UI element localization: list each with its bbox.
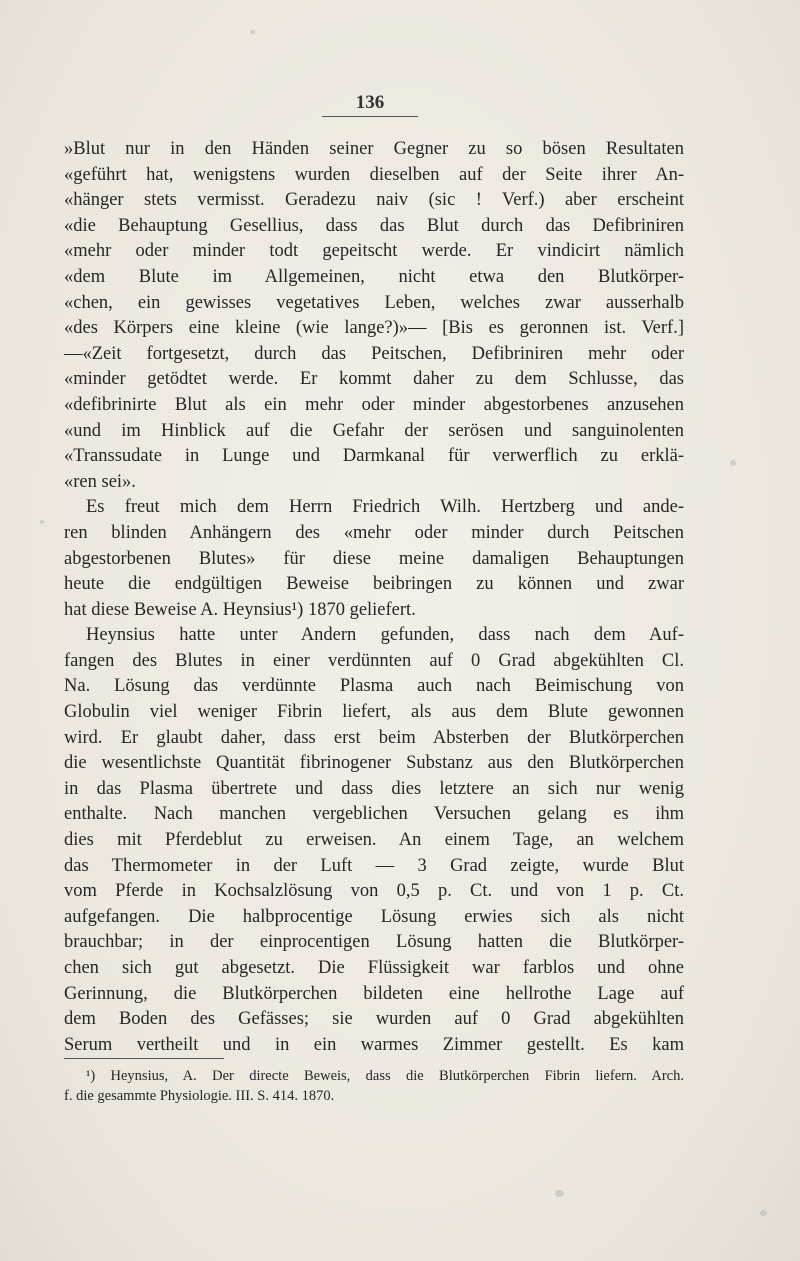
body-line: —«Zeit fortgesetzt, durch das Peitschen, Defibriniren mehr oder <box>64 343 684 364</box>
body-line: wird. Er glaubt daher, dass erst beim Absterben der Blutkörperchen <box>64 727 684 748</box>
body-line: «und im Hinblick auf die Gefahr der serösen und sanguinolenten <box>64 420 684 441</box>
body-line: »Blut nur in den Händen seiner Gegner zu so bösen Resultaten <box>64 139 684 159</box>
body-line: fangen des Blutes in einer verdünnten auf 0 Grad abgekühlten Cl. <box>64 650 684 671</box>
paper-speck <box>760 1210 767 1216</box>
body-line: heute die endgültigen Beweise beibringen zu können und zwar <box>64 574 684 595</box>
page-number: 136 <box>355 92 385 113</box>
body-line: «die Behauptung Gesellius, dass das Blut durch das Defibriniren <box>64 215 684 236</box>
body-line: Serum vertheilt und in ein warmes Zimmer gestellt. Es kam <box>64 1034 684 1055</box>
body-line: ren blinden Anhängern des «mehr oder minder durch Peitschen <box>64 522 684 543</box>
paper-speck <box>40 520 44 524</box>
body-line: hat diese Beweise A. Heynsius¹) 1870 geliefert. <box>64 599 416 620</box>
body-line: Gerinnung, die Blutkörperchen bildeten eine hellrothe Lage auf <box>64 983 684 1004</box>
body-line: vom Pferde in Kochsalzlösung von 0,5 p. Ct. und von 1 p. Ct. <box>64 881 684 902</box>
body-line: aufgefangen. Die halbprocentige Lösung erwies sich als nicht <box>64 906 684 927</box>
body-line: Es freut mich dem Herrn Friedrich Wilh. Hertzberg und ande- <box>86 497 684 518</box>
paper-speck <box>730 460 736 466</box>
body-line: «minder getödtet werde. Er kommt daher zu dem Schlusse, das <box>64 369 684 390</box>
body-line: dem Boden des Gefässes; sie wurden auf 0 Grad abgekühlten <box>64 1009 684 1030</box>
footnotes <box>64 1066 684 1106</box>
page-number-rule <box>322 116 418 117</box>
footnote-line: f. die gesammte Physiologie. III. S. 414. 1870. <box>64 1088 335 1104</box>
body-line: «mehr oder minder todt gepeitscht werde. Er vindicirt nämlich <box>64 241 684 262</box>
body-line: «Transsudate in Lunge und Darmkanal für verwerflich zu erklä- <box>64 446 684 467</box>
body-line: chen sich gut abgesetzt. Die Flüssigkeit war farblos und ohne <box>64 958 684 978</box>
body-line: «defibrinirte Blut als ein mehr oder minder abgestorbenes anzusehen <box>64 394 684 415</box>
body-line: Na. Lösung das verdünnte Plasma auch nach Beimischung von <box>64 676 684 697</box>
paper-speck <box>555 1190 564 1197</box>
body-line: «hänger stets vermisst. Geradezu naiv (sic ! Verf.) aber erscheint <box>64 190 684 211</box>
body-line: «des Körpers eine kleine (wie lange?)»— [Bis es geronnen ist. Verf.] <box>64 318 684 339</box>
body-line: «ren sei». <box>64 471 136 492</box>
body-line: enthalte. Nach manchen vergeblichen Versuchen gelang es ihm <box>64 804 684 825</box>
body-line: «dem Blute im Allgemeinen, nicht etwa den Blutkörper- <box>64 266 684 287</box>
body-line: die wesentlichste Quantität fibrinogener Substanz aus den Blutkörperchen <box>64 753 684 774</box>
body-line: Globulin viel weniger Fibrin liefert, als aus dem Blute gewonnen <box>64 702 684 723</box>
body-line: in das Plasma übertrete und dass dies letztere an sich nur wenig <box>64 778 684 799</box>
body-line: «geführt hat, wenigstens wurden dieselben auf der Seite ihrer An- <box>64 164 684 185</box>
body-line: das Thermometer in der Luft — 3 Grad zeigte, wurde Blut <box>64 855 684 876</box>
footnote-rule <box>64 1058 224 1059</box>
body-line: abgestorbenen Blutes» für diese meine damaligen Behauptungen <box>64 548 684 569</box>
body-line: «chen, ein gewisses vegetatives Leben, welches zwar ausserhalb <box>64 292 684 313</box>
body-text <box>64 137 684 1058</box>
footnote-line: ¹) Heynsius, A. Der directe Beweis, dass die Blutkörperchen Fibrin liefern. Arch. <box>86 1068 684 1084</box>
body-line: brauchbar; in der einprocentigen Lösung hatten die Blutkörper- <box>64 932 684 953</box>
paper-speck <box>250 30 255 34</box>
body-line: dies mit Pferdeblut zu erweisen. An einem Tage, an welchem <box>64 830 684 851</box>
body-line: Heynsius hatte unter Andern gefunden, dass nach dem Auf- <box>86 625 684 646</box>
